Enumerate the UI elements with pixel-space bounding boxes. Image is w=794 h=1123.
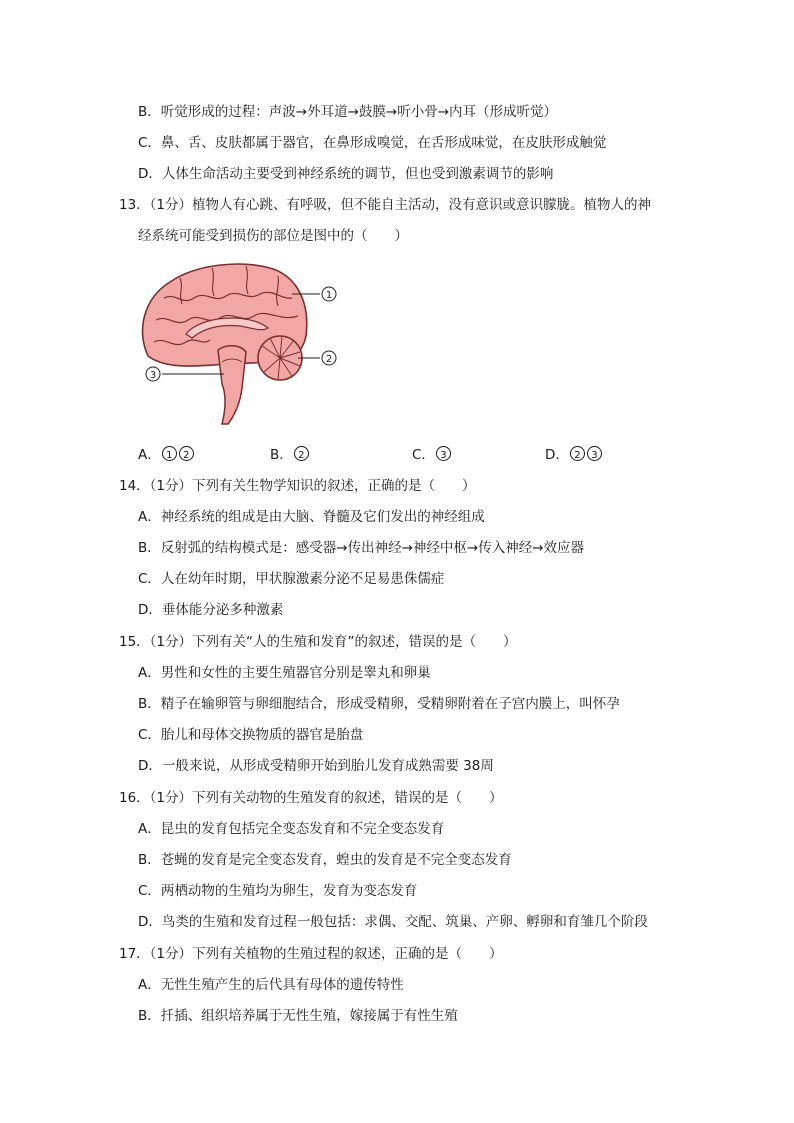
q16-option-d[interactable]: D．鸟类的生殖和发育过程一般包括：求偶、交配、筑巢、产卵、孵卵和育雏几个阶段 bbox=[138, 914, 648, 930]
q14-option-c[interactable]: C．人在幼年时期，甲状腺激素分泌不足易患侏儒症 bbox=[138, 571, 445, 587]
q15-stem: 15．（1分）下列有关“人的生殖和发育”的叙述，错误的是（ ） bbox=[119, 634, 517, 650]
choice-letter: B． bbox=[270, 447, 293, 463]
q16-option-c[interactable]: C．两栖动物的生殖均为卵生，发育为变态发育 bbox=[138, 883, 418, 899]
q14-option-a[interactable]: A．神经系统的组成是由大脑、脊髓及它们发出的神经组成 bbox=[138, 509, 485, 525]
choice-letter: D． bbox=[545, 447, 569, 463]
q13-choice-c[interactable] bbox=[412, 446, 452, 464]
q16-stem: 16．（1分）下列有关动物的生殖发育的叙述，错误的是（ ） bbox=[119, 790, 503, 806]
q12-option-b: B．听觉形成的过程：声波→外耳道→鼓膜→听小骨→内耳（形成听觉） bbox=[138, 104, 558, 120]
q13-stem-line2: 经系统可能受到损伤的部位是图中的（ ） bbox=[138, 228, 408, 244]
q14-option-b[interactable]: B．反射弧的结构模式是：感受器→传出神经→神经中枢→传入神经→效应器 bbox=[138, 540, 585, 556]
q17-option-b[interactable]: B．扦插、组织培养属于无性生殖，嫁接属于有性生殖 bbox=[138, 1008, 458, 1024]
q17-stem: 17．（1分）下列有关植物的生殖过程的叙述，正确的是（ ） bbox=[119, 946, 503, 962]
brain-figure bbox=[130, 258, 360, 428]
choice-letter: A． bbox=[138, 447, 161, 463]
q13-choice-a[interactable] bbox=[138, 446, 195, 464]
circled-number: 3 bbox=[436, 446, 451, 461]
circled-number: 2 bbox=[294, 446, 309, 461]
q13-choice-b[interactable] bbox=[270, 446, 310, 464]
circled-number: 1 bbox=[162, 446, 177, 461]
svg-text:1: 1 bbox=[325, 290, 333, 301]
circled-number: 2 bbox=[179, 446, 194, 461]
q13-stem-line1: 13．（1分）植物人有心跳、有呼吸，但不能自主活动，没有意识或意识朦胧。植物人的神 bbox=[119, 197, 652, 213]
q15-option-d[interactable]: D．一般来说，从形成受精卵开始到胎儿发育成熟需要 38周 bbox=[138, 758, 494, 774]
q12-option-c: C．鼻、舌、皮肤都属于器官，在鼻形成嗅觉，在舌形成味觉，在皮肤形成触觉 bbox=[138, 135, 607, 151]
q15-option-b[interactable]: B．精子在输卵管与卵细胞结合，形成受精卵，受精卵附着在子宫内膜上，叫怀孕 bbox=[138, 696, 620, 712]
q12-option-d: D．人体生命活动主要受到神经系统的调节，但也受到激素调节的影响 bbox=[138, 166, 554, 182]
q16-option-a[interactable]: A．昆虫的发育包括完全变态发育和不完全变态发育 bbox=[138, 821, 445, 837]
choice-letter: C． bbox=[412, 447, 435, 463]
svg-text:2: 2 bbox=[325, 354, 333, 365]
q15-option-a[interactable]: A．男性和女性的主要生殖器官分别是睾丸和卵巢 bbox=[138, 665, 431, 681]
brain-illustration bbox=[130, 258, 360, 428]
q17-option-a[interactable]: A．无性生殖产生的后代具有母体的遗传特性 bbox=[138, 977, 404, 993]
q14-option-d[interactable]: D．垂体能分泌多种激素 bbox=[138, 602, 284, 618]
svg-text:3: 3 bbox=[149, 370, 157, 381]
q15-option-c[interactable]: C．胎儿和母体交换物质的器官是胎盘 bbox=[138, 727, 364, 743]
q14-stem: 14．（1分）下列有关生物学知识的叙述，正确的是（ ） bbox=[119, 478, 476, 494]
q13-choice-d[interactable] bbox=[545, 446, 603, 464]
circled-number: 2 bbox=[570, 446, 585, 461]
q13-choices bbox=[138, 446, 658, 464]
circled-number: 3 bbox=[587, 446, 602, 461]
q16-option-b[interactable]: B．苍蝇的发育是完全变态发育，蝗虫的发育是不完全变态发育 bbox=[138, 852, 512, 868]
